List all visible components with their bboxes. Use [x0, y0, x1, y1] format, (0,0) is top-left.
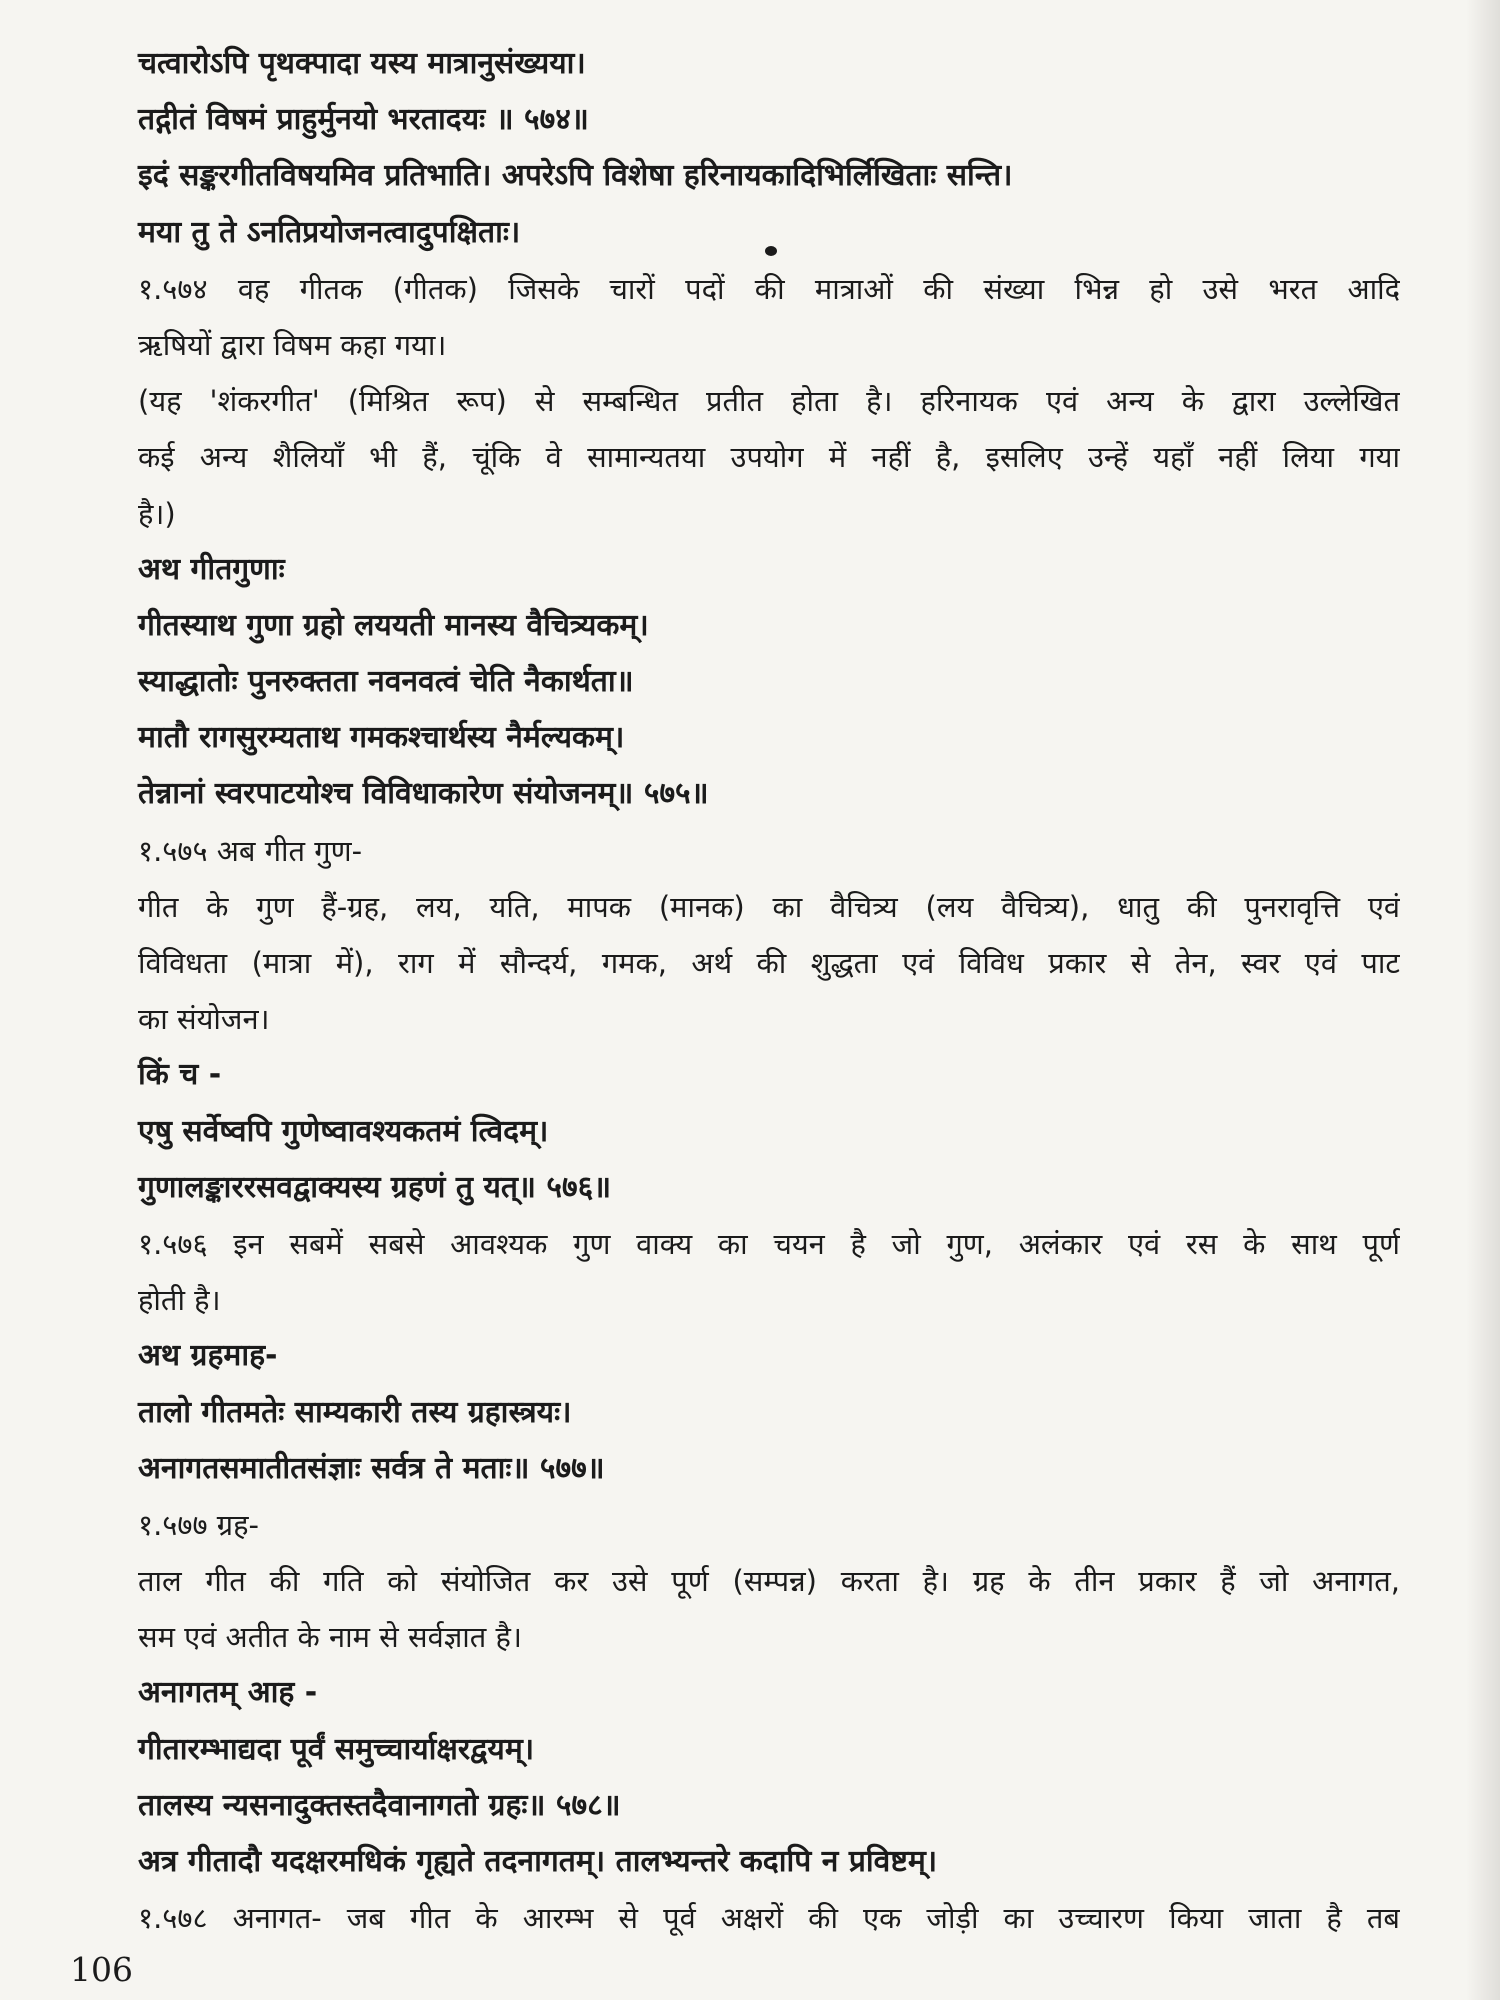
sanskrit-verse-line: तेन्नानां स्वरपाटयोश्च विविधाकारेण संयोजनम्॥ ५७५॥	[138, 776, 709, 812]
sanskrit-verse-line: तालस्य न्यसनादुक्तस्तदैवानागतो ग्रहः॥ ५७८॥	[138, 1787, 621, 1823]
sanskrit-verse-line: स्याद्धातोः पुनरुक्तता नवनवत्वं चेति नैकार्थता॥	[138, 664, 634, 700]
hindi-commentary-line: सम एवं अतीत के नाम से सर्वज्ञात है।	[138, 1620, 522, 1655]
hindi-commentary-line: १.५७६ इन सबमें सबसे आवश्यक गुण वाक्य का चयन है जो गुण, अलंकार एवं रस के साथ पूर्ण	[138, 1226, 1400, 1261]
sanskrit-verse-line: गीतारम्भाद्यदा पूर्वं समुच्चार्याक्षरद्वयम्।	[138, 1731, 535, 1767]
page-text-body	[138, 36, 1400, 1946]
hindi-commentary-line: १.५७७ ग्रह-	[138, 1507, 259, 1542]
sanskrit-verse-line: तद्गीतं विषमं प्राहुर्मुनयो भरतादयः ॥ ५७४॥	[138, 102, 589, 138]
sanskrit-verse-line: मातौ रागसुरम्यताथ गमकश्चार्थस्य नैर्मल्यकम्।	[138, 720, 625, 756]
hindi-commentary-line: १.५७४ वह गीतक (गीतक) जिसके चारों पदों की मात्राओं की संख्या भिन्न हो उसे भरत आदि	[138, 271, 1400, 306]
sanskrit-verse-line: गुणालङ्काररसवद्वाक्यस्य ग्रहणं तु यत्॥ ५७६॥	[138, 1169, 612, 1205]
hindi-commentary-line: कई अन्य शैलियाँ भी हैं, चूंकि वे सामान्यतया उपयोग में नहीं है, इसलिए उन्हें यहाँ नहीं लिया गया	[138, 440, 1400, 475]
sanskrit-verse-line: तालो गीतमतेः साम्यकारी तस्य ग्रहास्त्रयः।	[138, 1394, 572, 1430]
page-number: 106	[70, 1950, 133, 1989]
sanskrit-verse-line: अनागतसमातीतसंज्ञाः सर्वत्र ते मताः॥ ५७७॥	[138, 1450, 605, 1486]
hindi-commentary-line: होती है।	[138, 1283, 221, 1318]
sanskrit-verse-line: गीतस्याथ गुणा ग्रहो लययती मानस्य वैचित्र्यकम्।	[138, 607, 649, 643]
sanskrit-verse-line: किं च -	[138, 1057, 222, 1093]
sanskrit-verse-line: अथ ग्रहमाह-	[138, 1338, 278, 1374]
sanskrit-verse-line: अथ गीतगुणाः	[138, 551, 285, 587]
hindi-commentary-line: ऋषियों द्वारा विषम कहा गया।	[138, 327, 447, 362]
hindi-commentary-line: है।)	[138, 496, 176, 531]
sanskrit-verse-line: चत्वारोऽपि पृथक्पादा यस्य मात्रानुसंख्यया।	[138, 46, 586, 81]
hindi-commentary-line: १.५७५ अब गीत गुण-	[138, 833, 363, 868]
hindi-commentary-line: विविधता (मात्रा में), राग में सौन्दर्य, गमक, अर्थ की शुद्धता एवं विविध प्रकार से तेन, स्वर एवं पाट	[138, 946, 1400, 980]
sanskrit-verse-line: अनागतम् आह -	[138, 1675, 318, 1711]
sanskrit-verse-line: एषु सर्वेष्वपि गुणेष्वावश्यकतमं त्विदम्।	[138, 1113, 549, 1149]
sanskrit-verse-line: मया तु ते ऽनतिप्रयोजनत्वादुपक्षिताः।	[138, 214, 521, 250]
hindi-commentary-line: गीत के गुण हैं-ग्रह, लय, यति, मापक (मानक) का वैचित्र्य (लय वैचित्र्य), धातु की पुनरावृत्ति एवं	[138, 889, 1400, 924]
hindi-commentary-line: १.५७८ अनागत- जब गीत के आरम्भ से पूर्व अक्षरों की एक जोड़ी का उच्चारण किया जाता है तब	[138, 1901, 1400, 1936]
hindi-commentary-line: ताल गीत की गति को संयोजित कर उसे पूर्ण (सम्पन्न) करता है। ग्रह के तीन प्रकार हैं जो अनागत,	[138, 1564, 1400, 1599]
sanskrit-verse-line: अत्र गीतादौ यदक्षरमधिकं गृह्यते तदनागतम्। तालभ्यन्तरे कदापि न प्रविष्टम्।	[138, 1844, 938, 1879]
sanskrit-verse-line: इदं सङ्करगीतविषयमिव प्रतिभाति। अपरेऽपि विशेषा हरिनायकादिभिर्लिखिताः सन्ति।	[138, 158, 1013, 194]
page-gutter-shadow	[1466, 0, 1500, 2000]
hindi-commentary-line: का संयोजन।	[138, 1002, 270, 1037]
hindi-commentary-line: (यह 'शंकरगीत' (मिश्रित रूप) से सम्बन्धित प्रतीत होता है। हरिनायक एवं अन्य के द्वारा उल्लेखित	[138, 384, 1400, 419]
